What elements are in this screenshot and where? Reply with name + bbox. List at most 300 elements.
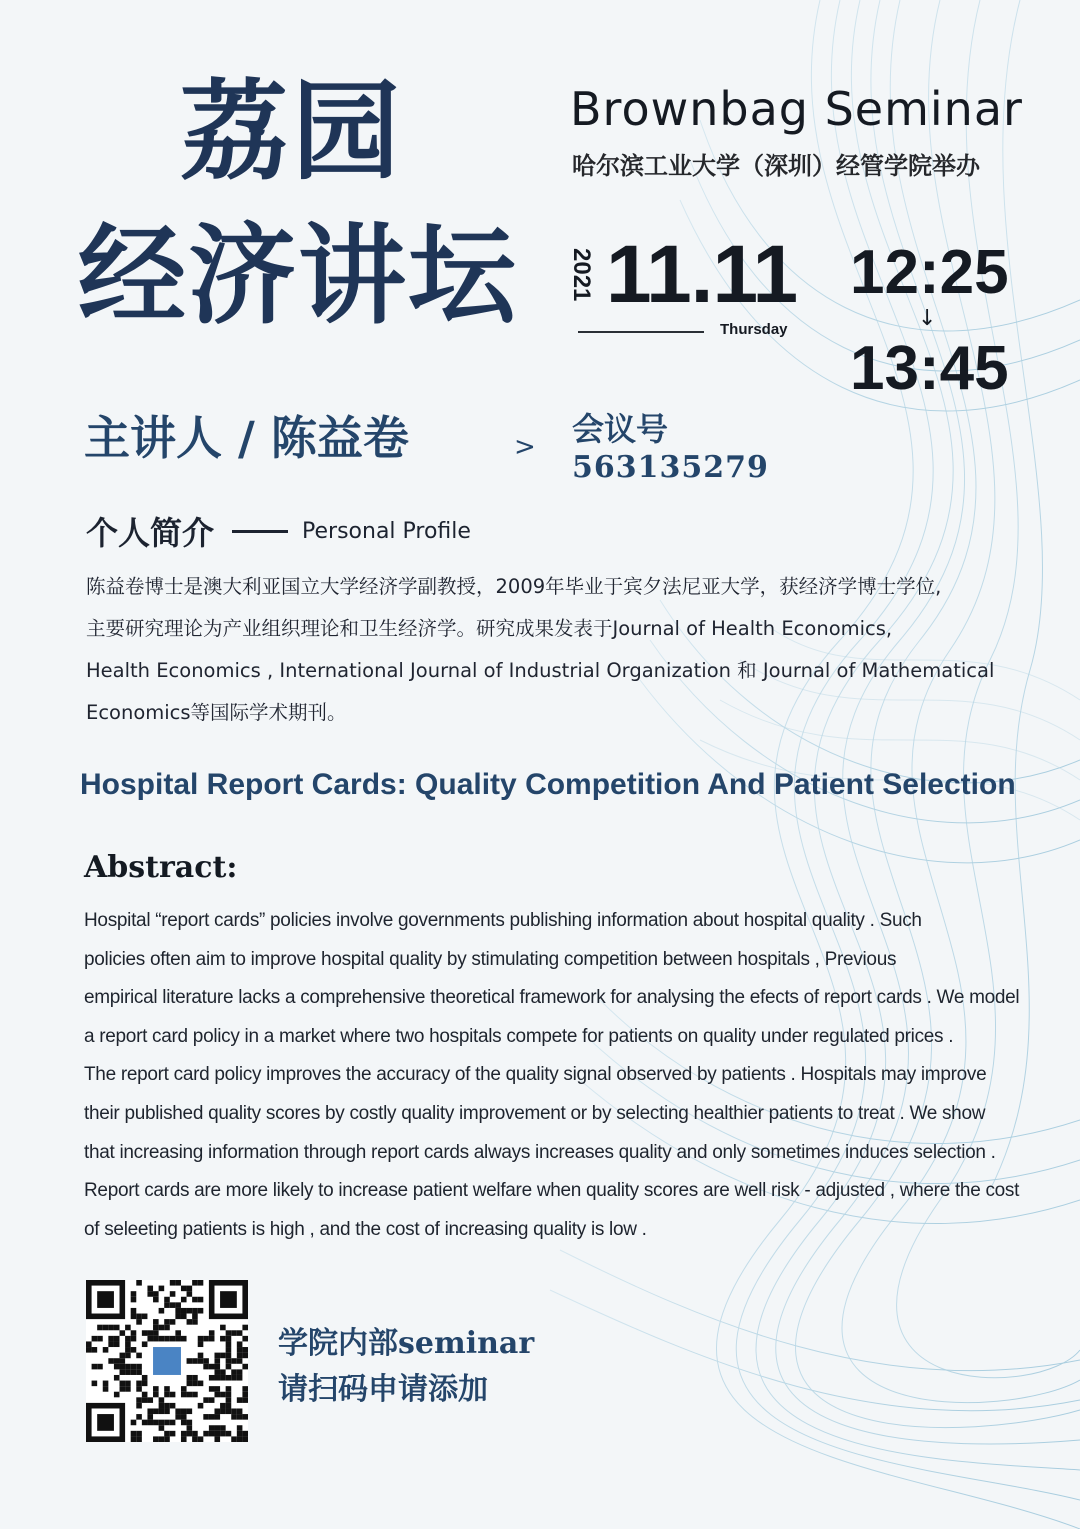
abstract-line: Report cards are more likely to increase patient welfare when quality scores are well risk - adjusted , where the cost (84, 1180, 1020, 1202)
qr-module (103, 1381, 109, 1387)
organizer: 哈尔滨工业大学（深圳）经管学院举办 (572, 151, 980, 180)
qr-module (198, 1308, 204, 1314)
qr-module (209, 1336, 215, 1342)
qr-module (159, 1336, 165, 1342)
qr-module (175, 1308, 181, 1314)
qr-module (220, 1425, 226, 1431)
qr-module (142, 1330, 148, 1336)
qr-module (226, 1408, 232, 1414)
qr-module (125, 1347, 131, 1353)
qr-module (242, 1364, 248, 1370)
qr-module (242, 1397, 248, 1403)
qr-module (214, 1414, 220, 1420)
qr-module (226, 1341, 232, 1347)
bio-line: 陈益卷博士是澳大利亚国立大学经济学副教授，2009年毕业于宾夕法尼亚大学，获经济学博士学位, (86, 575, 942, 598)
qr-module (187, 1420, 193, 1426)
abstract-heading: Abstract: (84, 850, 238, 885)
qr-module (203, 1364, 209, 1370)
forum-title-line1: 荔园 (180, 69, 405, 195)
chevron-right-icon: > (514, 432, 536, 462)
qr-module (203, 1414, 209, 1420)
qr-module (214, 1425, 220, 1431)
qr-module (108, 1358, 114, 1364)
qr-module (159, 1408, 165, 1414)
qr-note-line2: 请扫码申请添加 (278, 1372, 488, 1407)
qr-module (192, 1297, 198, 1303)
qr-module (125, 1341, 131, 1347)
qr-module (136, 1381, 142, 1387)
time-end: 13:45 (850, 334, 1009, 403)
qr-module (226, 1386, 232, 1392)
qr-module (92, 1364, 98, 1370)
qr-module (86, 1341, 92, 1347)
qr-module (226, 1347, 232, 1353)
qr-module (198, 1358, 204, 1364)
abstract-line: their published quality scores by costly quality improvement or by selecting healthier patients to treat . We show (84, 1102, 986, 1124)
qr-module (136, 1369, 142, 1375)
qr-module (164, 1325, 170, 1331)
qr-module (181, 1431, 187, 1437)
qr-module (192, 1381, 198, 1387)
qr-module (242, 1414, 248, 1420)
qr-module (120, 1381, 126, 1387)
qr-module (220, 1392, 226, 1398)
qr-module (198, 1381, 204, 1387)
qr-logo-icon (153, 1347, 181, 1375)
qr-module (92, 1347, 98, 1353)
talk-title: Hospital Report Cards: Quality Competition And Patient Selection (80, 768, 1016, 801)
qr-module (131, 1364, 137, 1370)
qr-module (136, 1414, 142, 1420)
qr-module (214, 1375, 220, 1381)
qr-finder-core (97, 1414, 114, 1431)
qr-module (164, 1392, 170, 1398)
qr-module (242, 1347, 248, 1353)
profile-heading-en: Personal Profile (302, 518, 471, 544)
qr-module (220, 1431, 226, 1437)
qr-module (203, 1358, 209, 1364)
qr-module (237, 1341, 243, 1347)
year-vertical (563, 248, 603, 302)
qr-module (97, 1336, 103, 1342)
profile-heading-dash (232, 530, 288, 533)
qr-module (131, 1431, 137, 1437)
qr-module (181, 1436, 187, 1442)
qr-module (198, 1336, 204, 1342)
qr-module (175, 1414, 181, 1420)
meeting-id: 563135279 (572, 450, 769, 485)
qr-module (231, 1369, 237, 1375)
qr-module (192, 1431, 198, 1437)
qr-module (136, 1353, 142, 1359)
qr-module (164, 1319, 170, 1325)
qr-module (136, 1436, 142, 1442)
qr-module (125, 1325, 131, 1331)
qr-module (237, 1408, 243, 1414)
abstract-line: Hospital “report cards” policies involve governments publishing information about hospital quality . Such (84, 910, 922, 931)
qr-module (181, 1414, 187, 1420)
qr-module (226, 1353, 232, 1359)
qr-module (242, 1325, 248, 1331)
qr-module (198, 1353, 204, 1359)
qr-module (231, 1436, 237, 1442)
profile-heading-cn: 个人简介 (86, 514, 215, 552)
qr-module (192, 1314, 198, 1320)
bio-line: 主要研究理论为产业组织理论和卫生经济学。研究成果发表于Journal of Health Economics, (86, 617, 893, 640)
qr-module (231, 1358, 237, 1364)
qr-module (164, 1336, 170, 1342)
qr-module (192, 1392, 198, 1398)
qr-module (142, 1375, 148, 1381)
qr-module (181, 1408, 187, 1414)
qr-finder-core (220, 1291, 237, 1308)
qr-module (242, 1353, 248, 1359)
qr-module (159, 1403, 165, 1409)
qr-module (170, 1319, 176, 1325)
qr-module (214, 1408, 220, 1414)
date-divider (578, 331, 704, 333)
qr-module (120, 1369, 126, 1375)
arrow-down-icon: ↓ (918, 306, 937, 331)
qr-module (153, 1336, 159, 1342)
qr-module (114, 1341, 120, 1347)
qr-module (214, 1369, 220, 1375)
qr-module (175, 1314, 181, 1320)
qr-module (226, 1403, 232, 1409)
qr-module (181, 1420, 187, 1426)
qr-module (226, 1397, 232, 1403)
qr-module (164, 1408, 170, 1414)
qr-module (192, 1280, 198, 1286)
qr-module (120, 1353, 126, 1359)
qr-module (147, 1397, 153, 1403)
speaker-line: 主讲人 / 陈益卷 (84, 411, 409, 465)
qr-module (181, 1297, 187, 1303)
qr-module (237, 1431, 243, 1437)
qr-module (187, 1286, 193, 1292)
qr-module (187, 1425, 193, 1431)
qr-module (153, 1325, 159, 1331)
event-weekday: Thursday (720, 321, 788, 338)
qr-module (170, 1291, 176, 1297)
qr-module (226, 1364, 232, 1370)
qr-module (136, 1364, 142, 1370)
qr-module (147, 1286, 153, 1292)
qr-module (237, 1375, 243, 1381)
qr-module (114, 1358, 120, 1364)
qr-module (120, 1330, 126, 1336)
qr-module (108, 1325, 114, 1331)
qr-module (175, 1336, 181, 1342)
qr-module (142, 1392, 148, 1398)
qr-module (181, 1386, 187, 1392)
year-text: 2021 (568, 248, 595, 302)
bio-paragraph (86, 566, 1021, 734)
qr-module (136, 1319, 142, 1325)
qr-module (231, 1330, 237, 1336)
qr-module (192, 1308, 198, 1314)
profile-heading (86, 508, 471, 554)
event-date: 11.11 (606, 229, 798, 320)
qr-module (164, 1431, 170, 1437)
qr-module (237, 1347, 243, 1353)
qr-module (214, 1386, 220, 1392)
qr-module (242, 1431, 248, 1437)
qr-module (175, 1330, 181, 1336)
qr-module (237, 1436, 243, 1442)
qr-module (164, 1386, 170, 1392)
qr-module (192, 1358, 198, 1364)
qr-module (170, 1392, 176, 1398)
qr-module (120, 1386, 126, 1392)
abstract-line: a report card policy in a market where two hospitals compete for patients on quality under regulated prices . (84, 1025, 954, 1047)
qr-module (214, 1358, 220, 1364)
qr-module (237, 1330, 243, 1336)
qr-module (242, 1336, 248, 1342)
qr-module (103, 1325, 109, 1331)
qr-module (170, 1403, 176, 1409)
qr-module (142, 1420, 148, 1426)
qr-module (231, 1408, 237, 1414)
qr-module (192, 1375, 198, 1381)
qr-module (153, 1386, 159, 1392)
qr-module (153, 1319, 159, 1325)
qr-code[interactable] (86, 1280, 248, 1442)
qr-module (92, 1381, 98, 1387)
qr-module (198, 1403, 204, 1409)
qr-module (170, 1302, 176, 1308)
qr-module (203, 1431, 209, 1437)
qr-module (209, 1414, 215, 1420)
qr-module (214, 1353, 220, 1359)
qr-module (181, 1336, 187, 1342)
qr-module (120, 1358, 126, 1364)
qr-module (175, 1280, 181, 1286)
qr-module (136, 1397, 142, 1403)
qr-module (220, 1336, 226, 1342)
qr-module (175, 1302, 181, 1308)
qr-module (114, 1336, 120, 1342)
qr-module (114, 1364, 120, 1370)
meeting-label: 会议号 (572, 410, 669, 448)
qr-module (153, 1408, 159, 1414)
qr-module (125, 1369, 131, 1375)
qr-module (231, 1414, 237, 1420)
qr-module (187, 1408, 193, 1414)
qr-module (214, 1392, 220, 1398)
qr-module (120, 1364, 126, 1370)
forum-title-line2: 经济讲坛 (78, 213, 519, 339)
qr-module (170, 1336, 176, 1342)
qr-module (209, 1397, 215, 1403)
qr-module (159, 1420, 165, 1426)
qr-module (237, 1397, 243, 1403)
qr-module (214, 1436, 220, 1442)
qr-finder-core (97, 1291, 114, 1308)
qr-module (187, 1319, 193, 1325)
qr-module (181, 1308, 187, 1314)
qr-module (187, 1358, 193, 1364)
qr-module (131, 1297, 137, 1303)
qr-module (209, 1425, 215, 1431)
qr-module (164, 1302, 170, 1308)
qr-module (192, 1319, 198, 1325)
qr-module (159, 1397, 165, 1403)
qr-module (131, 1336, 137, 1342)
qr-module (97, 1325, 103, 1331)
qr-module (187, 1431, 193, 1437)
qr-module (187, 1308, 193, 1314)
qr-module (181, 1314, 187, 1320)
qr-module (136, 1403, 142, 1409)
qr-module (131, 1420, 137, 1426)
qr-module (142, 1314, 148, 1320)
qr-module (220, 1403, 226, 1409)
qr-module (220, 1325, 226, 1331)
qr-module (231, 1375, 237, 1381)
qr-module (159, 1325, 165, 1331)
qr-module (153, 1436, 159, 1442)
qr-module (103, 1347, 109, 1353)
qr-module (164, 1297, 170, 1303)
qr-module (114, 1325, 120, 1331)
qr-module (103, 1386, 109, 1392)
qr-module (153, 1392, 159, 1398)
time-start: 12:25 (850, 238, 1009, 307)
qr-module (147, 1336, 153, 1342)
qr-module (153, 1297, 159, 1303)
qr-module (203, 1336, 209, 1342)
qr-module (209, 1386, 215, 1392)
qr-module (187, 1392, 193, 1398)
qr-module (136, 1280, 142, 1286)
qr-module (153, 1291, 159, 1297)
qr-module (131, 1291, 137, 1297)
qr-module (159, 1436, 165, 1442)
qr-module (170, 1420, 176, 1426)
qr-module (226, 1330, 232, 1336)
qr-module (147, 1420, 153, 1426)
qr-module (114, 1375, 120, 1381)
qr-module (131, 1369, 137, 1375)
qr-module (226, 1431, 232, 1437)
qr-module (136, 1431, 142, 1437)
qr-module (187, 1375, 193, 1381)
qr-module (187, 1381, 193, 1387)
qr-module (97, 1364, 103, 1370)
qr-module (198, 1341, 204, 1347)
qr-module (237, 1425, 243, 1431)
qr-module (142, 1397, 148, 1403)
qr-module (159, 1286, 165, 1292)
qr-module (114, 1392, 120, 1398)
qr-module (209, 1431, 215, 1437)
qr-module (214, 1364, 220, 1370)
qr-module (125, 1336, 131, 1342)
qr-module (159, 1425, 165, 1431)
qr-module (131, 1347, 137, 1353)
qr-module (131, 1436, 137, 1442)
abstract-line: of seleeting patients is high , and the cost of increasing quality is low . (84, 1218, 647, 1240)
qr-module (175, 1408, 181, 1414)
qr-module (181, 1392, 187, 1398)
qr-module (237, 1369, 243, 1375)
qr-module (170, 1280, 176, 1286)
qr-module (198, 1280, 204, 1286)
qr-module (142, 1341, 148, 1347)
qr-module (242, 1436, 248, 1442)
abstract-paragraph (84, 902, 1032, 1249)
qr-module (220, 1369, 226, 1375)
qr-module (242, 1386, 248, 1392)
qr-module (153, 1420, 159, 1426)
seminar-name: Brownbag Seminar (570, 82, 1023, 136)
qr-module (220, 1375, 226, 1381)
qr-module (147, 1414, 153, 1420)
qr-module (181, 1286, 187, 1292)
qr-module (237, 1358, 243, 1364)
qr-module (125, 1381, 131, 1387)
qr-module (170, 1431, 176, 1437)
abstract-line: The report card policy improves the accuracy of the quality signal observed by patients . Hospitals may improve (84, 1064, 987, 1086)
qr-module (242, 1392, 248, 1398)
qr-note-line1: 学院内部seminar (278, 1326, 535, 1361)
qr-module (125, 1386, 131, 1392)
qr-module (226, 1358, 232, 1364)
qr-module (108, 1336, 114, 1342)
qr-module (131, 1330, 137, 1336)
qr-module (164, 1420, 170, 1426)
qr-module (187, 1291, 193, 1297)
qr-module (220, 1408, 226, 1414)
qr-module (164, 1436, 170, 1442)
qr-module (237, 1353, 243, 1359)
qr-module (92, 1336, 98, 1342)
qr-module (108, 1341, 114, 1347)
qr-module (142, 1381, 148, 1387)
qr-module (209, 1375, 215, 1381)
qr-module (131, 1308, 137, 1314)
abstract-line: empirical literature lacks a comprehensive theoretical framework for analysing the efects of report cards . We model (84, 987, 1020, 1009)
qr-module (164, 1403, 170, 1409)
qr-module (159, 1308, 165, 1314)
qr-module (136, 1314, 142, 1320)
qr-module (226, 1392, 232, 1398)
qr-module (136, 1386, 142, 1392)
qr-module (209, 1364, 215, 1370)
abstract-line: policies often aim to improve hospital quality by stimulating competition between hospitals , Previous (84, 948, 897, 970)
qr-module (125, 1353, 131, 1359)
qr-module (147, 1408, 153, 1414)
qr-module (214, 1431, 220, 1437)
qr-module (86, 1347, 92, 1353)
qr-module (226, 1336, 232, 1342)
qr-module (192, 1436, 198, 1442)
abstract-line: that increasing information through report cards always increases quality and only sometimes induces selection . (84, 1141, 996, 1163)
qr-module (198, 1297, 204, 1303)
qr-module (209, 1330, 215, 1336)
qr-module (220, 1353, 226, 1359)
qr-module (237, 1414, 243, 1420)
qr-module (125, 1364, 131, 1370)
bio-line: Economics等国际学术期刊。 (86, 701, 347, 724)
qr-module (147, 1330, 153, 1336)
qr-module (198, 1436, 204, 1442)
bio-line: Health Economics , International Journal of Industrial Organization 和 Journal of Mathematical (86, 659, 995, 682)
qr-module (153, 1330, 159, 1336)
qr-module (226, 1375, 232, 1381)
qr-module (131, 1314, 137, 1320)
